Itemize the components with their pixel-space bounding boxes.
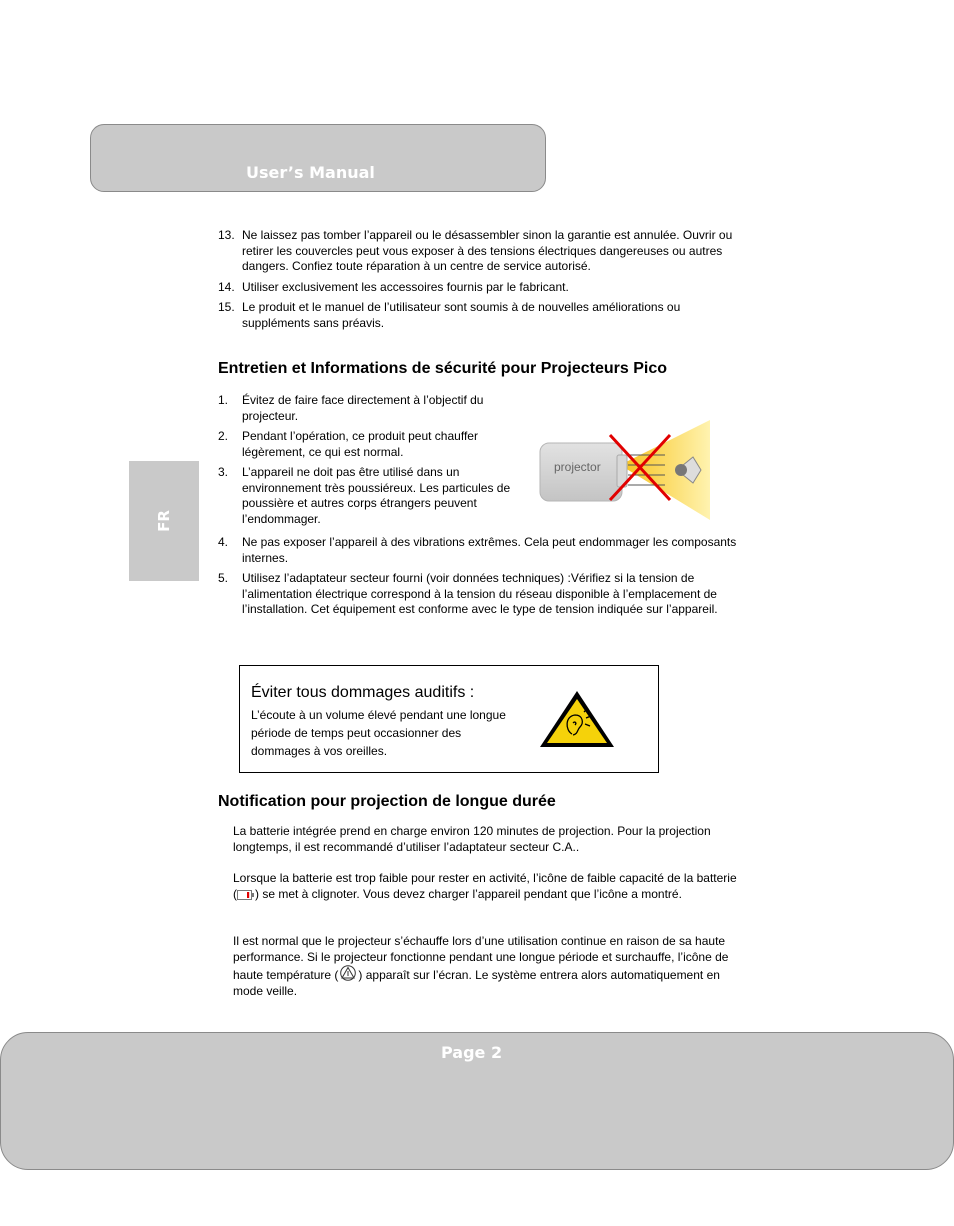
projector-eye-warning-illustration bbox=[525, 415, 720, 525]
footer-bar bbox=[0, 1032, 954, 1170]
low-battery-icon bbox=[237, 890, 255, 900]
manual-title: User’s Manual bbox=[246, 163, 375, 182]
list-safety-narrow bbox=[218, 393, 518, 532]
list-top bbox=[218, 228, 743, 336]
list-item: 4. Ne pas exposer l’appareil à des vibrations extrêmes. Cela peut endommager les composants internes. bbox=[218, 535, 737, 565]
language-label: FR bbox=[155, 510, 173, 532]
list-safety-wide bbox=[218, 535, 738, 623]
list-item: 5. Utilisez l’adaptateur secteur fourni (voir données techniques) :Vérifiez si la tension de l’alimentation électrique correspond à la tension du réseau disponible à l’emplacement de l’installation. Cet équipement est conforme avec le type de tension indiquée sur l’appareil. bbox=[218, 571, 718, 616]
paragraph-battery-duration: La batterie intégrée prend en charge environ 120 minutes de projection. Pour la projection longtemps, il est recommandé d’utiliser l’adaptateur secteur C.A.. bbox=[233, 824, 711, 854]
list-item: 13. Ne laissez pas tomber l’appareil ou le désassembler sinon la garantie est annulée. Ouvrir ou retirer les couvercles peut vous exposer à des tensions électriques dangereuses ou autres dangers. Confiez toute réparation à un centre de service autorisé. bbox=[218, 228, 733, 273]
high-temperature-icon bbox=[338, 965, 358, 981]
list-item: 15. Le produit et le manuel de l’utilisateur sont soumis à de nouvelles améliorations ou suppléments sans préavis. bbox=[218, 300, 681, 330]
list-item: 14. Utiliser exclusivement les accessoires fournis par le fabricant. bbox=[218, 279, 569, 294]
projector-label: projector bbox=[554, 460, 601, 474]
notice-body: L’écoute à un volume élevé pendant une longue période de temps peut occasionner des dommages à vos oreilles. bbox=[251, 708, 506, 758]
eye-pupil bbox=[675, 464, 687, 476]
hearing-warning-icon bbox=[537, 688, 617, 750]
header-tab bbox=[90, 124, 546, 192]
notice-title: Éviter tous dommages auditifs : bbox=[251, 684, 475, 701]
paragraph-overheat: Il est normal que le projecteur s’échauffe lors d’une utilisation continue en raison de sa haute performance. Si le projecteur fonctionne pendant une longue période et surchauffe, l’icône de haute température ( ) apparaît sur l’écran. Le système entrera alors automatiquement en mode veille. bbox=[233, 934, 729, 998]
hearing-damage-notice bbox=[239, 665, 659, 773]
language-tab bbox=[129, 461, 199, 581]
section-heading-long-projection: Notification pour projection de longue durée bbox=[218, 793, 556, 810]
page-number: Page 2 bbox=[441, 1043, 503, 1062]
list-item: 2. Pendant l’opération, ce produit peut chauffer légèrement, ce qui est normal. bbox=[218, 429, 478, 459]
list-item: 3. L’appareil ne doit pas être utilisé dans un environnement très poussiéreux. Les particules de poussière et autres corps étrangers peuvent l’endommager. bbox=[218, 465, 511, 526]
paragraph-low-battery: Lorsque la batterie est trop faible pour rester en activité, l’icône de faible capacité de la batterie ( ) se met à clignoter. Vous devez charger l’appareil pendant que l’icône a montré. bbox=[233, 871, 737, 901]
section-heading-safety: Entretien et Informations de sécurité pour Projecteurs Pico bbox=[218, 360, 667, 377]
list-item: 1. Évitez de faire face directement à l’objectif du projecteur. bbox=[218, 393, 484, 423]
